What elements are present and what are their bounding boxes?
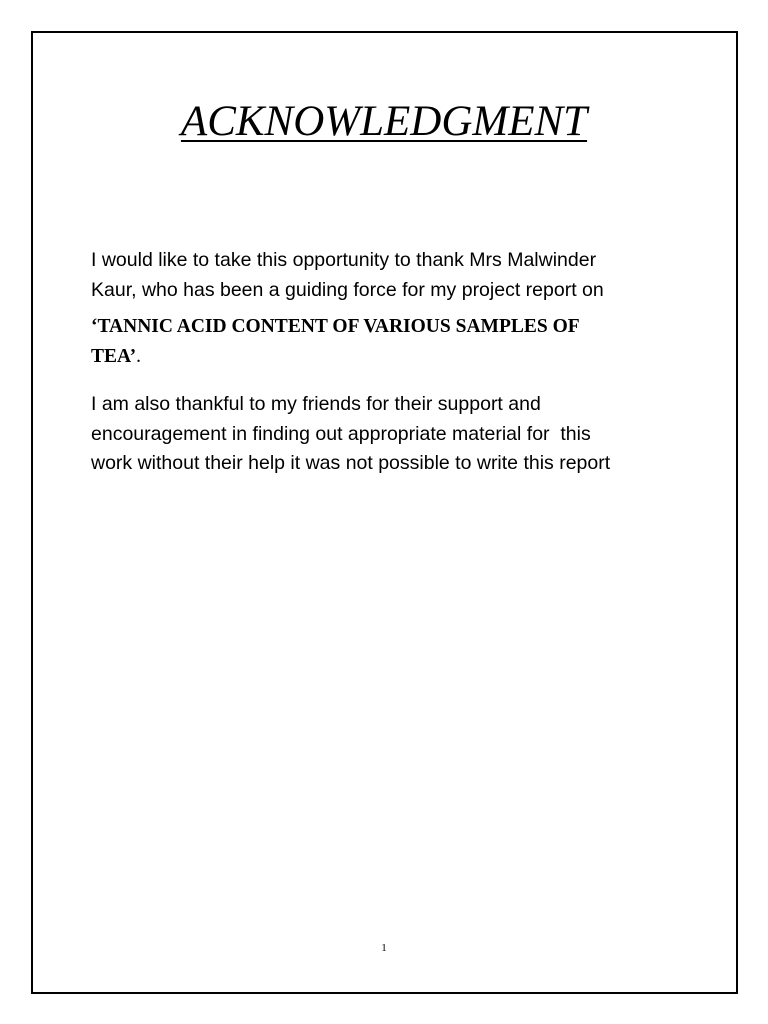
project-title-line-2: [91, 342, 141, 372]
page-border: [31, 31, 738, 994]
paragraph-1-line-1: I would like to take this opportunity to thank Mrs Malwinder: [91, 249, 597, 271]
project-title-line-2-text: TEA’: [91, 346, 137, 367]
paragraph-1: [91, 246, 691, 305]
page-number: 1: [381, 942, 387, 954]
paragraph-2: [91, 390, 691, 479]
paragraph-2-line-2: encouragement in finding out appropriate material for this: [91, 422, 591, 445]
paragraph-2-line-3: work without their help it was not possible to write this report: [91, 452, 611, 474]
page-heading: [0, 96, 768, 148]
project-title-suffix: .: [136, 346, 142, 367]
paragraph-1-line-2: Kaur, who has been a guiding force for my project report on: [91, 278, 604, 301]
heading-text: ACKNOWLEDGMENT: [180, 98, 588, 145]
project-title-line-1: ‘TANNIC ACID CONTENT OF VARIOUS SAMPLES OF: [91, 316, 580, 337]
paragraph-2-line-1: I am also thankful to my friends for their support and: [91, 393, 541, 415]
